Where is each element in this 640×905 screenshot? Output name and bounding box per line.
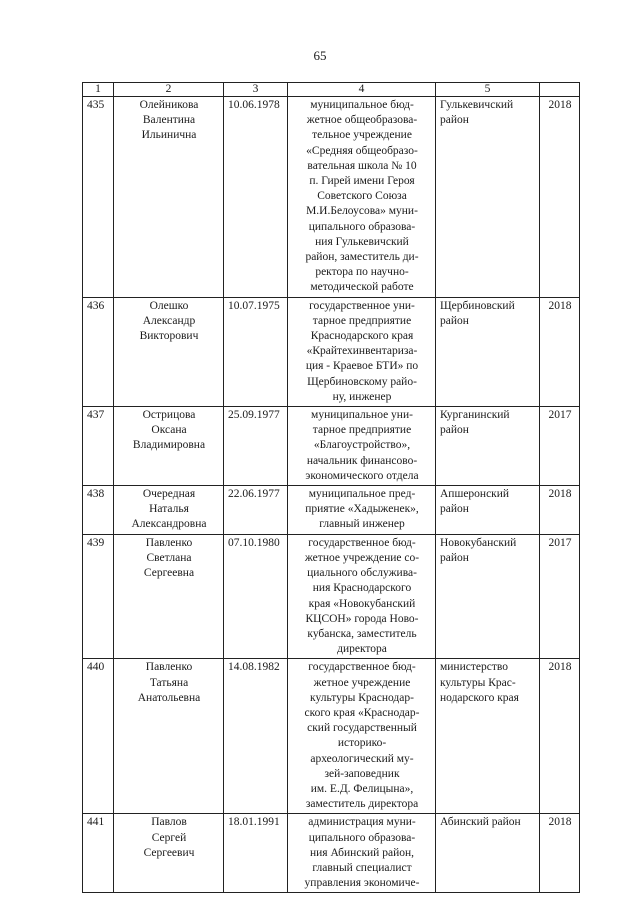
workplace-cell-line: ский государственный [307, 722, 417, 735]
workplace-cell-line: п. Гирей имени Героя [309, 175, 415, 188]
full-name-cell-line: Ильинична [141, 129, 197, 142]
birth-date-cell: 10.07.1975 [224, 297, 288, 406]
page-number: 65 [313, 48, 327, 63]
workplace-cell-line: Краснодарского края [310, 330, 414, 343]
workplace-cell-line: зей-заповедник [324, 767, 400, 780]
district-cell-line: Гулькевичский [440, 99, 514, 111]
district-cell [436, 97, 540, 298]
full-name-cell-line: Олешко [149, 299, 189, 312]
workplace-cell-line: «Крайтехинвентариза- [306, 345, 418, 358]
workplace-cell-line: ния Краснодарского [312, 582, 412, 595]
workplace-cell-line: ния Абинский район, [309, 846, 415, 859]
district-cell [436, 486, 540, 535]
workplace-cell-line: КЦСОН» города Ново- [305, 612, 419, 625]
district-cell-line: район [440, 114, 469, 127]
district-cell-line: Новокубанский [440, 536, 517, 549]
workplace-cell-line: «Благоустройство», [313, 439, 411, 452]
birth-date-cell: 10.06.1978 [224, 97, 288, 298]
workplace-cell-line: Советского Союза [317, 190, 407, 203]
workplace-cell-line: муниципальное пред- [308, 488, 416, 501]
workplace-cell-line: управления экономиче- [304, 877, 420, 890]
full-name-cell-line: Валентина [142, 114, 196, 127]
year-cell: 2018 [540, 486, 580, 535]
birth-date-cell: 07.10.1980 [224, 534, 288, 659]
district-cell-line: министерство [440, 661, 508, 674]
workplace-cell-line: район, заместитель ди- [305, 251, 419, 264]
full-name-cell [114, 297, 224, 406]
full-name-cell-line: Александровна [131, 518, 207, 531]
full-name-cell-line: Оксана [151, 424, 187, 437]
workplace-cell-line: методической работе [310, 281, 414, 294]
workplace-cell-line: экономического отдела [305, 469, 419, 482]
district-cell-line: район [440, 424, 469, 437]
full-name-cell-line: Павленко [145, 661, 193, 674]
workplace-cell-line: приятие «Хадыженек», [305, 503, 419, 516]
header-col-5: 5 [436, 83, 540, 97]
full-name-cell-line: Татьяна [149, 676, 189, 689]
table-row [83, 297, 580, 406]
workplace-cell [288, 407, 436, 486]
workplace-cell-line: «Средняя общеобразо- [306, 144, 418, 157]
row-number-cell: 436 [83, 297, 114, 406]
district-cell-line: нодарского края [440, 691, 519, 704]
workplace-cell-line: М.И.Белоусова» муни- [306, 205, 418, 218]
row-number-cell: 439 [83, 534, 114, 659]
year-cell: 2017 [540, 534, 580, 659]
workplace-cell-line: начальник финансово- [306, 454, 418, 467]
workplace-cell-line: им. Е.Д. Фелицына», [310, 782, 414, 795]
full-name-cell [114, 534, 224, 659]
workplace-cell-line: заместитель директора [305, 798, 419, 811]
workplace-cell-line: главный инженер [319, 518, 405, 531]
district-cell-line: район [440, 503, 469, 516]
workplace-cell-line: тарное предприятие [312, 424, 412, 437]
workplace-cell-line: ципального образова- [308, 831, 416, 844]
birth-date-cell: 14.08.1982 [224, 659, 288, 814]
district-cell [436, 297, 540, 406]
full-name-cell-line: Павленко [145, 536, 193, 549]
workplace-cell-line: муниципальное уни- [311, 409, 413, 422]
full-name-cell [114, 659, 224, 814]
workplace-cell-line: жетное общеобразова- [306, 114, 418, 127]
workplace-cell-line: культуры Краснодар- [310, 691, 414, 704]
table-row [83, 814, 580, 893]
workplace-cell [288, 486, 436, 535]
full-name-cell [114, 407, 224, 486]
table-row [83, 486, 580, 535]
workplace-cell-line: администрация муни- [308, 816, 416, 829]
header-col-4: 4 [288, 83, 436, 97]
district-cell [436, 814, 540, 893]
full-name-cell-line: Острицова [142, 409, 196, 422]
workplace-cell [288, 97, 436, 298]
row-number-cell: 438 [83, 486, 114, 535]
full-name-cell [114, 486, 224, 535]
workplace-cell-line: государственное уни- [309, 299, 415, 312]
full-name-cell-line: Наталья [149, 503, 189, 516]
full-name-cell-line: Сергеевич [143, 846, 195, 859]
table-row [83, 659, 580, 814]
header-col-1: 1 [83, 83, 114, 97]
workplace-cell [288, 297, 436, 406]
birth-date-cell: 18.01.1991 [224, 814, 288, 893]
workplace-cell-line: циального обслужива- [307, 567, 417, 580]
district-cell-line: Щербиновский [440, 299, 515, 312]
year-cell: 2018 [540, 814, 580, 893]
full-name-cell-line: Павлов [151, 816, 187, 829]
row-number-cell: 435 [83, 97, 114, 298]
full-name-cell [114, 97, 224, 298]
year-cell: 2018 [540, 297, 580, 406]
registry-table [82, 82, 580, 893]
workplace-cell-line: директора [337, 643, 387, 656]
workplace-cell-line: Щербиновскому райо- [307, 375, 417, 388]
district-cell-line: район [440, 314, 469, 327]
district-cell [436, 659, 540, 814]
full-name-cell-line: Сергеевна [143, 567, 195, 580]
workplace-cell-line: историко- [337, 737, 387, 750]
row-number-cell: 437 [83, 407, 114, 486]
birth-date-cell: 22.06.1977 [224, 486, 288, 535]
workplace-cell-line: кубанска, заместитель [307, 627, 417, 640]
district-cell-line: культуры Крас- [440, 676, 516, 689]
district-cell-line: район [440, 551, 469, 564]
workplace-cell-line: археологический му- [310, 752, 414, 765]
workplace-cell [288, 659, 436, 814]
full-name-cell-line: Очередная [142, 488, 196, 501]
table-row [83, 534, 580, 659]
header-col-6 [540, 83, 580, 97]
workplace-cell-line: муниципальное бюд- [310, 99, 414, 111]
workplace-cell-line: тарное предприятие [312, 314, 412, 327]
full-name-cell-line: Владимировна [132, 439, 206, 452]
year-cell: 2017 [540, 407, 580, 486]
full-name-cell-line: Светлана [146, 551, 192, 564]
workplace-cell [288, 814, 436, 893]
workplace-cell-line: тельное учреждение [312, 129, 412, 142]
workplace-cell-line: края «Новокубанский [308, 597, 416, 610]
full-name-cell-line: Анатольевна [137, 691, 201, 704]
table-row [83, 407, 580, 486]
district-cell-line: Абинский район [440, 816, 521, 829]
district-cell-line: Курганинский [440, 409, 510, 422]
workplace-cell-line: жетное учреждение со- [304, 551, 420, 564]
year-cell: 2018 [540, 659, 580, 814]
full-name-cell-line: Олейникова [139, 99, 199, 111]
workplace-cell-line: вательная школа № 10 [307, 159, 417, 172]
header-col-3: 3 [224, 83, 288, 97]
full-name-cell [114, 814, 224, 893]
workplace-cell [288, 534, 436, 659]
district-cell-line: Апшеронский [440, 488, 510, 501]
full-name-cell-line: Александр [142, 314, 196, 327]
workplace-cell-line: ципального образова- [308, 220, 416, 233]
workplace-cell-line: жетное учреждение [313, 676, 411, 689]
district-cell [436, 407, 540, 486]
row-number-cell: 441 [83, 814, 114, 893]
workplace-cell-line: государственное бюд- [308, 536, 416, 549]
workplace-cell-line: ну, инженер [332, 390, 392, 403]
workplace-cell-line: главный специалист [312, 861, 412, 874]
district-cell [436, 534, 540, 659]
table-header-row [83, 83, 580, 97]
table-body [83, 97, 580, 893]
workplace-cell-line: государственное бюд- [308, 661, 416, 674]
header-col-2: 2 [114, 83, 224, 97]
workplace-cell-line: ректора по научно- [315, 266, 409, 279]
row-number-cell: 440 [83, 659, 114, 814]
year-cell: 2018 [540, 97, 580, 298]
full-name-cell-line: Сергей [151, 831, 187, 844]
workplace-cell-line: ского края «Краснодар- [304, 706, 420, 719]
birth-date-cell: 25.09.1977 [224, 407, 288, 486]
workplace-cell-line: ния Гулькевичский [315, 235, 409, 248]
table-row [83, 97, 580, 298]
full-name-cell-line: Викторович [139, 330, 199, 343]
workplace-cell-line: ция - Краевое БТИ» по [305, 360, 419, 373]
